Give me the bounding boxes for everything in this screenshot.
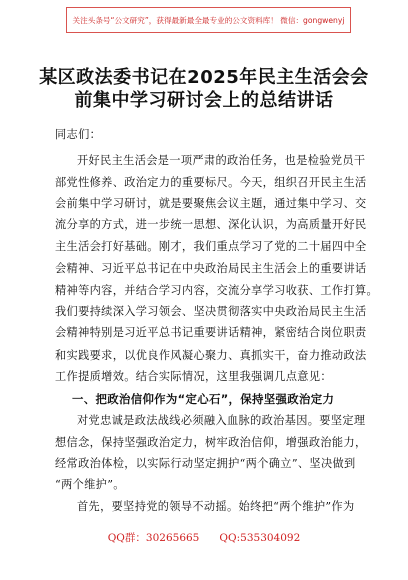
body-line: 会精神特别是习近平总书记重要讲话精神，紧密结合岗位职责	[55, 326, 367, 339]
body-line: 首先，要坚持党的领导不动摇。始终把“两个维护”作为	[77, 500, 355, 513]
body-line: 会前集中学习研讨，就是要聚焦会议主题，通过集中学习、交	[55, 197, 367, 210]
document-title-line2: 前集中学习研讨会上的总结讲话	[74, 90, 334, 111]
body-line: 和实践要求，以优良作风凝心聚力、真抓实干，奋力推动政法	[55, 349, 367, 362]
body-line: 经常政治体检，以实际行动坚定拥护“两个确立”、坚决做到	[55, 457, 356, 470]
qq-group-text: QQ群：30265665	[107, 532, 200, 544]
section-heading: 一、把政治信仰作为“定心石”，保持坚强政治定力	[72, 392, 335, 406]
body-line: 流分享的方式，进一步统一思想、深化认识，为高质量开好民	[55, 218, 367, 231]
body-line: 对党忠诚是政法战线必须融入血脉的政治基因。要坚定理	[77, 414, 366, 427]
footer-contact	[0, 530, 408, 545]
qq-text: QQ:535304092	[219, 532, 301, 544]
body-line: 部党性修养、政治定力的重要标尺。今天，组织召开民主生活	[55, 176, 367, 189]
body-line: 会精神、习近平总书记在中央政治局民主生活会上的重要讲话	[55, 262, 367, 275]
body-line: “两个维护”。	[55, 478, 125, 491]
document-title-line1: 某区政法委书记在2025年民主生活会会	[39, 67, 369, 88]
body-line: 想信念，保持坚强政治定力，树牢政治信仰，增强政治能力，	[55, 436, 367, 449]
body-line: 精神等内容，并结合学习内容，交流分享学习收获、工作打算。	[55, 284, 379, 297]
promo-banner: 关注头条号“公文研究”，获得最新最全最专业的公文资料库！ 微信：gongwenyj	[66, 7, 351, 33]
body-line: 主生活会打好基础。刚才，我们重点学习了党的二十届四中全	[55, 240, 367, 253]
salutation: 同志们：	[55, 128, 102, 141]
body-line: 开好民主生活会是一项严肃的政治任务，也是检验党员干	[77, 154, 366, 167]
body-line: 我们要持续深入学习领会、坚决贯彻落实中央政治局民主生活	[55, 305, 367, 318]
body-line: 工作提质增效。结合实际情况，这里我强调几点意见：	[55, 370, 332, 383]
